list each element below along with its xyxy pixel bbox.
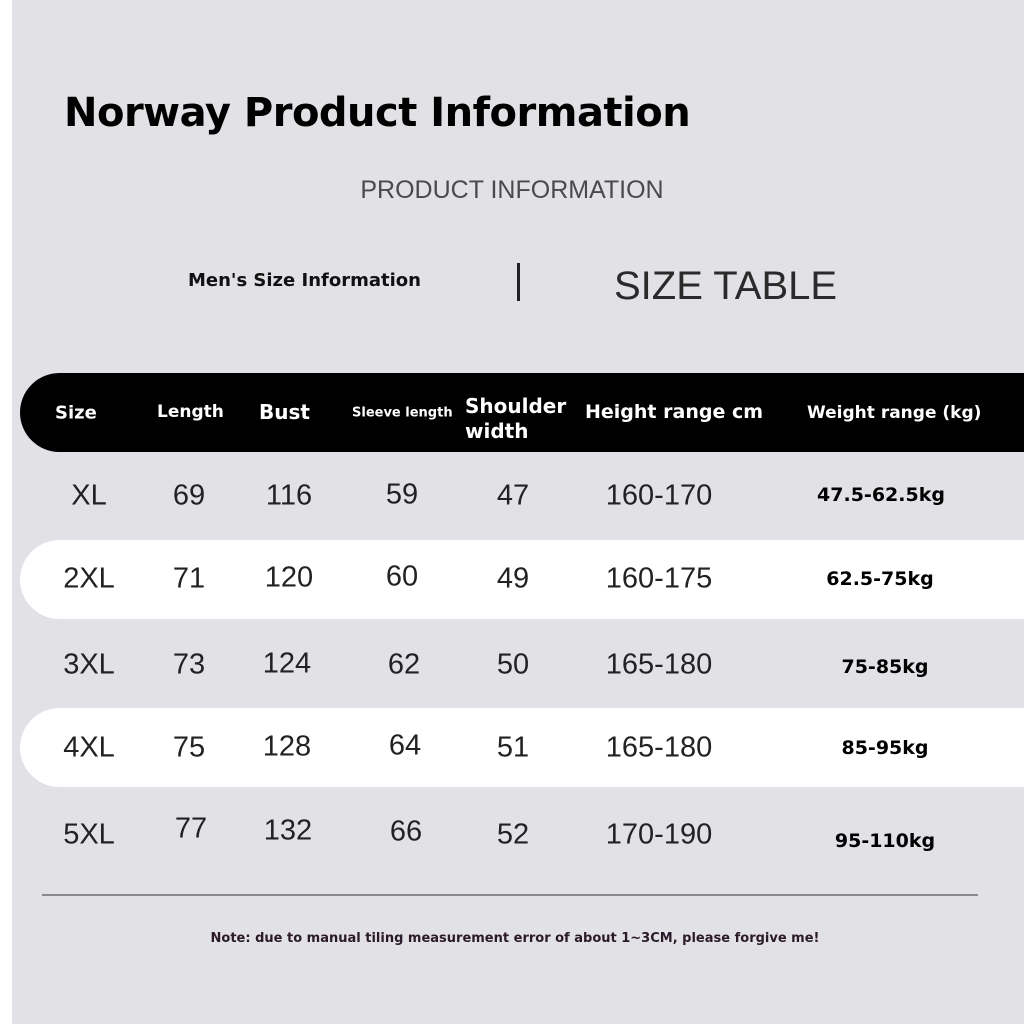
cell-sleeve: 60 <box>385 560 419 593</box>
cell-size: 3XL <box>63 648 115 681</box>
page-subtitle: PRODUCT INFORMATION <box>360 176 664 204</box>
cell-bust: 124 <box>262 647 312 680</box>
header-bust: Bust <box>259 400 310 424</box>
bottom-divider <box>42 894 978 896</box>
section-divider <box>517 263 520 301</box>
cell-length: 77 <box>174 812 208 845</box>
header-shoulder-width-line2: width <box>465 419 529 443</box>
cell-size: XL <box>71 479 107 512</box>
cell-length: 73 <box>172 648 206 681</box>
header-sleeve-length: Sleeve length <box>352 405 453 421</box>
cell-length: 75 <box>172 731 206 764</box>
cell-weight: 85-95kg <box>841 737 929 759</box>
cell-height: 165-180 <box>605 648 713 681</box>
cell-weight: 75-85kg <box>841 656 929 678</box>
cell-size: 4XL <box>63 731 115 764</box>
section-label: Men's Size Information <box>188 270 421 291</box>
cell-shoulder: 49 <box>496 562 530 595</box>
cell-height: 170-190 <box>605 818 713 851</box>
cell-shoulder: 47 <box>496 479 530 512</box>
cell-shoulder: 50 <box>496 648 530 681</box>
cell-bust: 116 <box>265 479 313 512</box>
cell-length: 71 <box>172 562 206 595</box>
cell-shoulder: 52 <box>496 818 530 851</box>
cell-sleeve: 64 <box>388 729 422 762</box>
header-shoulder-width-line1: Shoulder <box>465 394 567 418</box>
header-length: Length <box>157 402 224 422</box>
size-table-heading: SIZE TABLE <box>614 264 838 308</box>
cell-length: 69 <box>172 479 206 512</box>
cell-sleeve: 59 <box>385 478 419 511</box>
cell-height: 165-180 <box>605 731 713 764</box>
cell-size: 2XL <box>63 562 115 595</box>
cell-size: 5XL <box>63 818 115 851</box>
measurement-note: Note: due to manual tiling measurement error of about 1~3CM, please forgive me! <box>210 931 820 946</box>
cell-sleeve: 66 <box>389 815 423 848</box>
cell-bust: 120 <box>264 561 314 594</box>
cell-weight: 47.5-62.5kg <box>817 484 945 506</box>
header-size: Size <box>55 402 97 424</box>
cell-shoulder: 51 <box>496 731 530 764</box>
cell-height: 160-175 <box>605 562 713 595</box>
cell-weight: 62.5-75kg <box>826 568 934 590</box>
cell-bust: 128 <box>262 730 312 763</box>
page-title: Norway Product Information <box>64 90 691 136</box>
cell-weight: 95-110kg <box>834 830 936 852</box>
cell-sleeve: 62 <box>387 648 421 681</box>
header-weight-range: Weight range (kg) <box>807 403 982 423</box>
header-height-range: Height range cm <box>585 401 764 423</box>
cell-height: 160-170 <box>605 479 713 512</box>
cell-bust: 132 <box>263 814 313 847</box>
